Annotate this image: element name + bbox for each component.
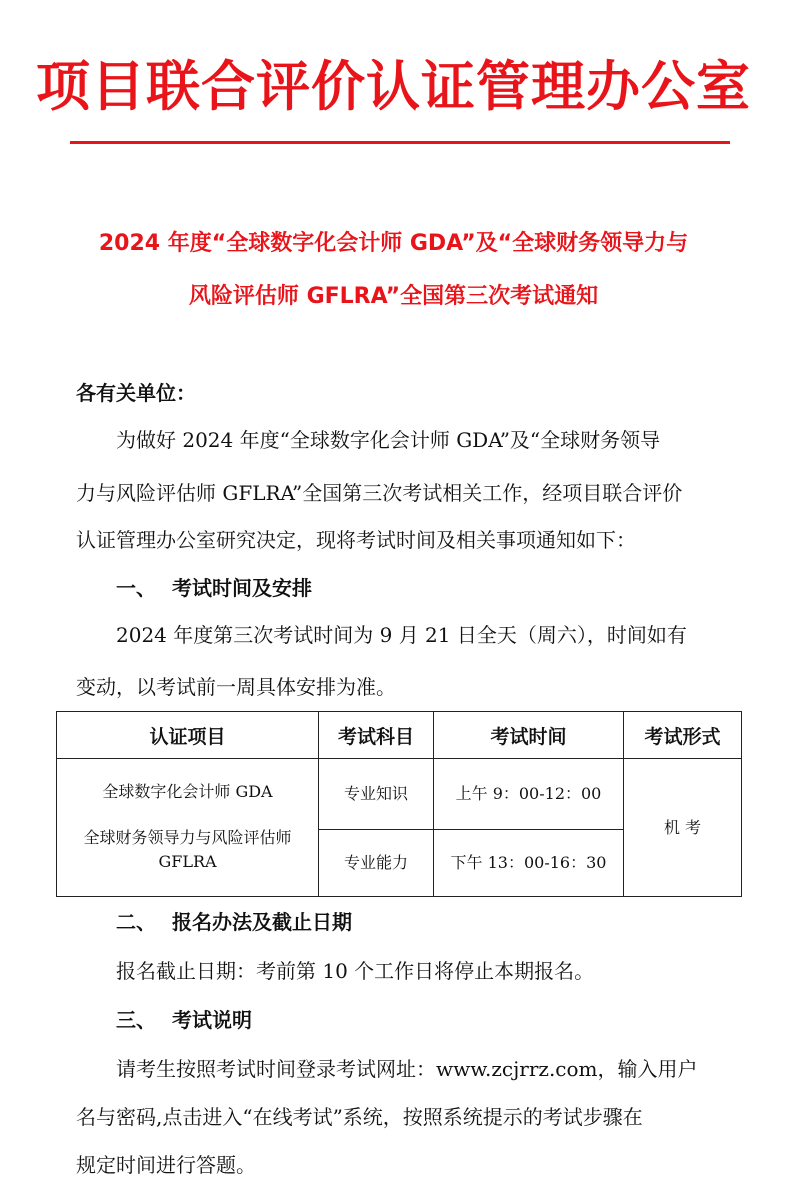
project-gflra-line-2: GFLRA [158, 851, 217, 871]
table-row [57, 759, 742, 830]
intro-line-2: 力与风险评估师 GFLRA”全国第三次考试相关工作，经项目联合评价 [76, 481, 683, 505]
section-heading-2 [116, 907, 352, 937]
section-title: 考试说明 [172, 1008, 252, 1032]
section3-line-2: 名与密码,点击进入“在线考试”系统，按照系统提示的考试步骤在 [76, 1105, 643, 1129]
section1-line-1: 2024 年度第三次考试时间为 9 月 21 日全天（周六），时间如有 [116, 623, 687, 647]
header-form: 考试形式 [624, 712, 742, 759]
section-title: 考试时间及安排 [172, 576, 312, 600]
exam-schedule-table [56, 711, 742, 897]
header-subject: 考试科目 [319, 712, 434, 759]
project-cell [57, 759, 319, 897]
subject-cell: 专业知识 [319, 759, 434, 830]
table-header-row [57, 712, 742, 759]
section2-line-1: 报名截止日期：考前第 10 个工作日将停止本期报名。 [116, 959, 595, 983]
section-number: 二、 [116, 910, 156, 934]
notice-title-line-2: 风险评估师 GFLRA”全国第三次考试通知 [188, 284, 599, 309]
header-time: 考试时间 [434, 712, 624, 759]
salutation: 各有关单位： [76, 381, 196, 405]
project-gda: 全球数字化会计师 GDA [102, 781, 273, 801]
section1-line-2: 变动，以考试前一周具体安排为准。 [76, 675, 396, 699]
org-name-heading: 项目联合评价认证管理办公室 [36, 55, 751, 118]
section3-line-3: 规定时间进行答题。 [76, 1153, 256, 1177]
section-heading-1 [116, 573, 312, 603]
header-project: 认证项目 [57, 712, 319, 759]
section3-line-1: 请考生按照考试时间登录考试网址：www.zcjrrz.com，输入用户 [116, 1057, 698, 1081]
time-cell: 下午 13：00-16：30 [434, 830, 624, 897]
time-cell: 上午 9：00-12：00 [434, 759, 624, 830]
intro-line-3: 认证管理办公室研究决定，现将考试时间及相关事项通知如下： [76, 528, 636, 552]
section-heading-3 [116, 1005, 252, 1035]
subject-cell: 专业能力 [319, 830, 434, 897]
intro-line-1: 为做好 2024 年度“全球数字化会计师 GDA”及“全球财务领导 [116, 428, 661, 452]
section-number: 一、 [116, 576, 156, 600]
project-gflra-line-1: 全球财务领导力与风险评估师 [83, 827, 292, 847]
notice-title-line-1: 2024 年度“全球数字化会计师 GDA”及“全球财务领导力与 [98, 231, 689, 256]
red-divider [70, 141, 730, 144]
section-number: 三、 [116, 1008, 156, 1032]
form-cell: 机 考 [624, 759, 742, 897]
section-title: 报名办法及截止日期 [172, 910, 352, 934]
